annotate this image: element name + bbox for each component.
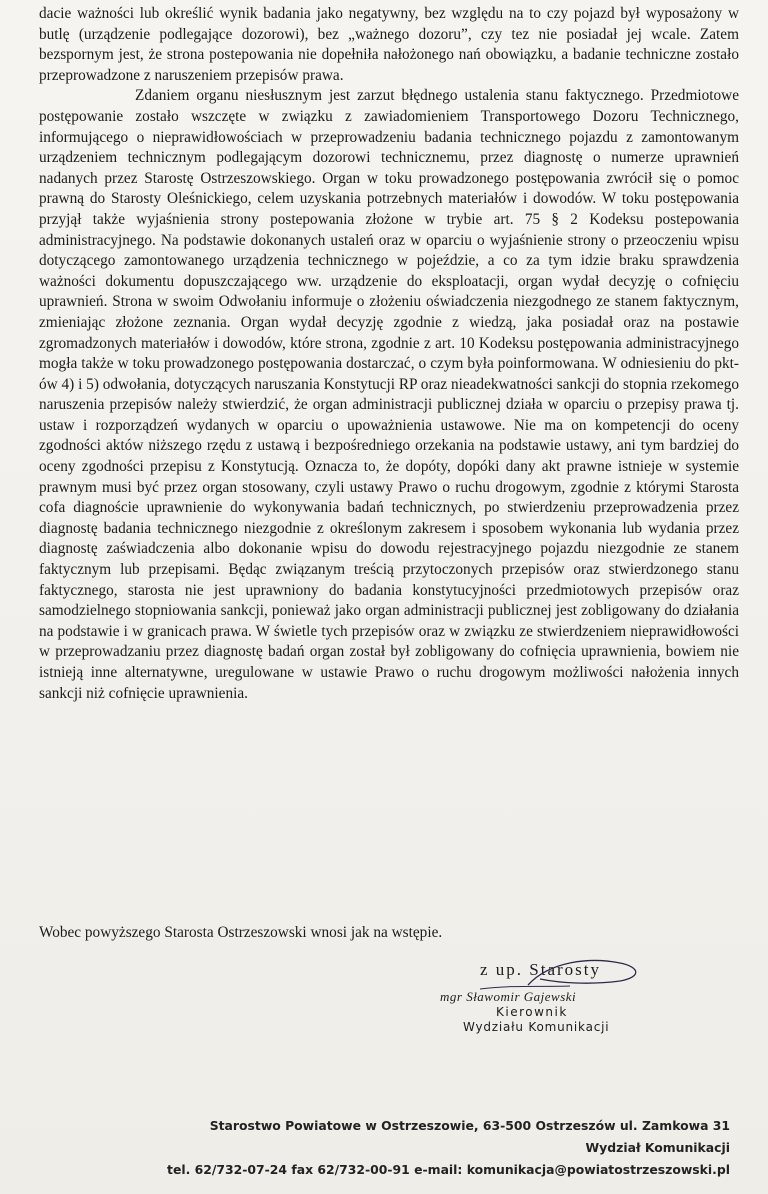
signature-stamp (430, 955, 680, 1045)
signatory-name: mgr Sławomir Gajewski (440, 989, 577, 1004)
conclusion-text: Wobec powyższego Starosta Ostrzeszowski wnosi jak na wstępie. (39, 924, 443, 941)
letterhead-footer (90, 1115, 730, 1181)
document-body (39, 4, 739, 704)
paragraph-2: Zdaniem organu niesłusznym jest zarzut błędnego ustalenia stanu faktycznego. Przedmiotowe postępowanie zostało wszczęte w związku z zawiadomieniem Transportowego Dozoru Technicznego, informującego o nieprawidłowościach w przeprowadzeniu badania technicznego pojazdu z zamontowanym urządzeniem technicznym podlegającym dozorowi technicznemu, przez diagnostę o numerze uprawnień nadanych przez Starostę Ostrzeszowskiego. Organ w toku prowadzonego postępowania zwrócił się o pomoc prawną do Starosty Oleśnickiego, celem uzyskania potrzebnych materiałów i dowodów. W toku postępowania przyjął także wyjaśnienia strony postepowania złożone w trybie art. 75 § 2 Kodeksu postepowania administracyjnego. Na podstawie dokonanych ustaleń oraz w oparciu o wyjaśnienie strony o przeoczeniu wpisu dotyczącego zamontowanego urządzenia technicznego w pojeździe, a co za tym idzie braku sprawdzenia ważności dokumentu dopuszczającego ww. urządzenie do eksploatacji, organ wydał decyzję o cofnięciu uprawnień. Strona w swoim Odwołaniu informuje o złożeniu oświadczenia niezgodnego ze stanem faktycznym, zmieniając złożone zeznania. Organ wydał decyzję zgodnie z wiedzą, jaka posiadał oraz na postawie zgromadzonych materiałów i dowodów, które strona, zgodnie z art. 10 Kodeksu postępowania administracyjnego mogła także w toku prowadzonego postępowania dostarczać, o czym była poinformowana. W odniesieniu do pkt-ów 4) i 5) odwołania, dotyczących naruszania Konstytucji RP oraz nieadekwatności sankcji do stopnia rzekomego naruszenia przepisów należy stwierdzić, że organ administracji publicznej działa w oparciu o przepisy prawa tj. ustaw i rozporządzeń wydanych w oparciu o upoważnienia ustawowe. Nie ma on kompetencji do oceny zgodności aktów niższego rzędu z ustawą i bezpośredniego orzekania na podstawie ustawy, ani tym bardziej do oceny zgodności przepisu z Konstytucją. Oznacza to, że dopóty, dopóki dany akt prawne istnieje w systemie prawnym musi być przez organ stosowany, czyli ustawy Prawo o ruchu drogowym, zgodnie z którymi Starosta cofa diagnoście uprawnienie do wykonywania badań technicznych, po stwierdzeniu przeprowadzenia przez diagnostę badania technicznego niezgodnie z określonym zakresem i sposobem wykonania lub wydania przez diagnostę zaświadczenia albo dokonanie wpisu do dowodu rejestracyjnego pojazdu niezgodnie ze stanem faktycznym lub przepisami. Będąc związanym treścią przytoczonych przepisów oraz stwierdzonego stanu faktycznego, starosta nie jest uprawniony do badania konstytucyjności przedmiotowych przepisów oraz samodzielnego stopniowania sankcji, ponieważ jako organ administracji publicznej jest zobligowany do działania na podstawie i w granicach prawa. W świetle tych przepisów oraz w związku ze stwierdzeniem nieprawidłowości w przeprowadzaniu przez diagnostę badań organ został był zobligowany do cofnięcia uprawnienia, bowiem nie istnieją inne alternatywne, uregulowane w ustawie Prawo o ruchu drogowym możliwości nałożenia innych sankcji niż cofnięcie uprawnienia. (39, 87, 739, 702)
footer-department: Wydział Komunikacji (585, 1140, 730, 1155)
footer-address: Starostwo Powiatowe w Ostrzeszowie, 63-500 Ostrzeszów ul. Zamkowa 31 (209, 1118, 730, 1133)
signatory-department: Wydziału Komunikacji (463, 1020, 610, 1034)
signature-on-behalf: z up. Starosty (480, 960, 602, 979)
footer-contact: tel. 62/732-07-24 fax 62/732-00-91 e-mail: komunikacja@powiatostrzeszowski.pl (167, 1162, 730, 1177)
paragraph-1: dacie ważności lub określić wynik badania jako negatywny, bez względu na to czy pojazd był wyposażony w butlę (urządzenie podlegające dozorowi), bez „ważnego dozoru”, czy tez nie posiadał jej wcale. Zatem bezspornym jest, że strona postepowania nie dopełniła nałożonego nań obowiązku, a badanie techniczne zostało przeprowadzone z naruszeniem przepisów prawa. (39, 5, 739, 84)
signatory-role: Kierownik (496, 1005, 568, 1019)
